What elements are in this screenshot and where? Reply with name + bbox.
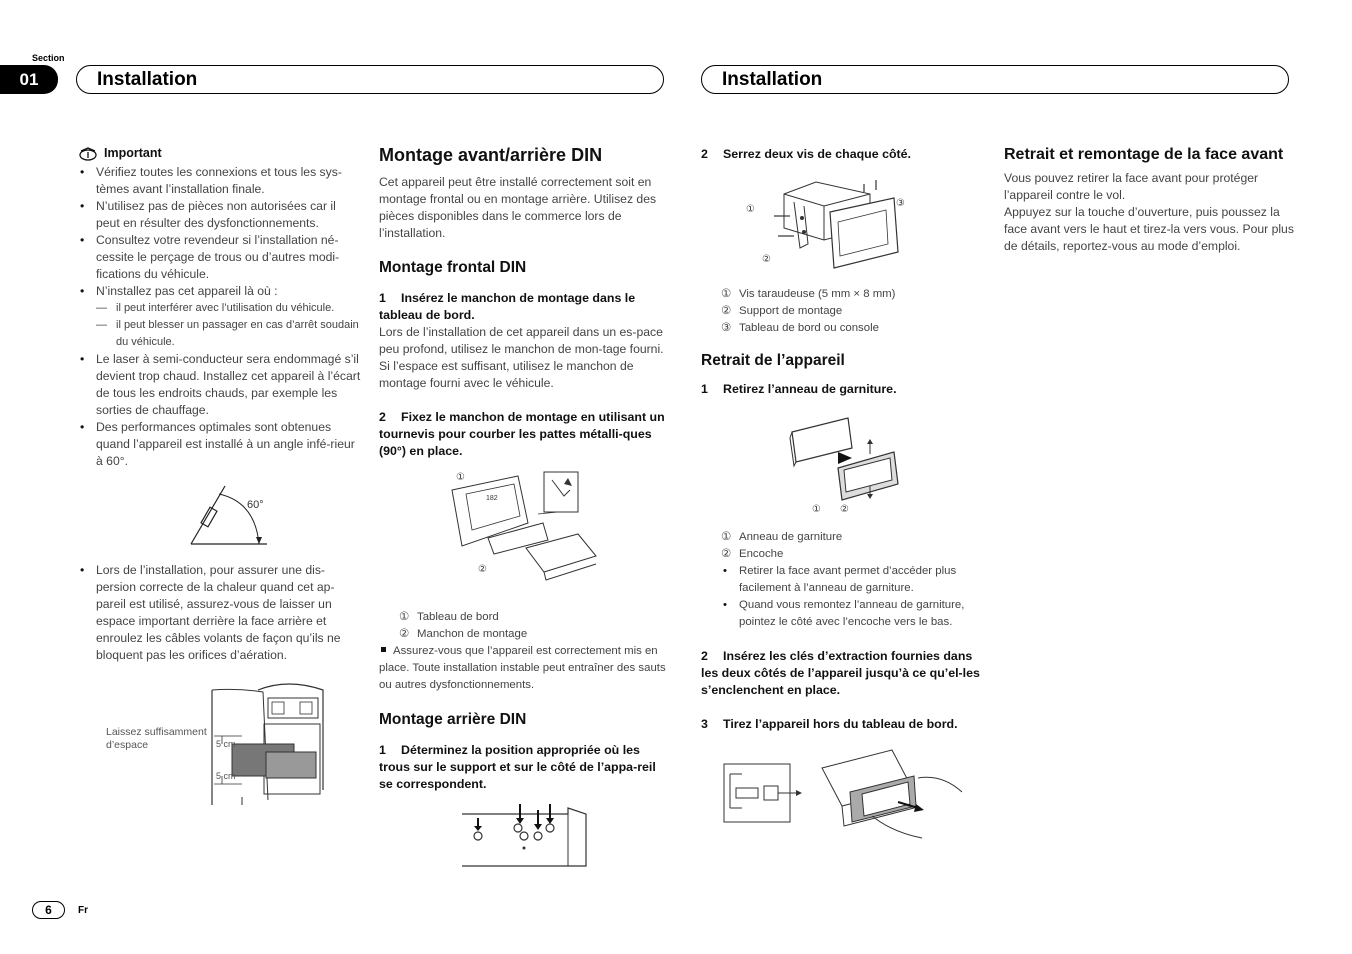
step-number: 2 — [701, 649, 708, 663]
dim-bottom: 5 cm — [216, 771, 236, 781]
paragraph: Vous pouvez retirer la face avant pour protéger l’appareil contre le vol. — [1004, 171, 1259, 202]
dash-item: — il peut blesser un passager en cas d’arrêt soudain du véhicule. — [96, 317, 362, 351]
callout-text: Tableau de bord ou console — [739, 322, 879, 334]
step-2 — [379, 409, 667, 460]
list-item: • Quand vous remontez l’anneau de garniture, pointez le côté avec l’encoche vers le bas. — [721, 597, 989, 631]
callout-line — [701, 546, 989, 563]
important-heading — [78, 145, 362, 162]
callout-line — [379, 626, 667, 643]
list-item: • Consultez votre revendeur si l’installation né-cessite le perçage de trous ou d’autres modi-fications du véhicule. — [78, 232, 362, 283]
callout-number: ① — [721, 288, 732, 300]
callout-number: ② — [399, 628, 410, 640]
step-text: Tirez l’appareil hors du tableau de bord. — [723, 717, 958, 731]
space-label-line-2: d’espace — [106, 739, 149, 751]
trim-ring-diagram — [786, 412, 906, 516]
removal-step-1 — [701, 381, 989, 398]
dashboard-space-diagram — [208, 680, 328, 805]
paragraph: Appuyez sur la touche d’ouverture, puis poussez la face avant vers le haut et tirez-la vers vous. Pour plus de détails, reportez-vous au mode d’emploi. — [1004, 205, 1294, 253]
callout-text: Tableau de bord — [417, 611, 499, 623]
callout-text: Support de montage — [739, 305, 843, 317]
step-text: Déterminez la position appropriée où les trous sur le support et sur le côté de l’appa-reil se correspondent. — [379, 743, 656, 791]
screw-step — [701, 146, 989, 163]
language-label: Fr — [78, 905, 88, 916]
extraction-diagram — [722, 748, 972, 844]
space-label — [106, 726, 207, 752]
important-label: Important — [104, 146, 162, 160]
callout-text: Encoche — [739, 548, 784, 560]
step-number: 1 — [701, 382, 708, 396]
mounting-sleeve-diagram — [448, 468, 598, 583]
callout-number: ② — [721, 305, 732, 317]
step-text: Retirez l’anneau de garniture. — [723, 382, 897, 396]
callout-2: ② — [762, 254, 771, 265]
angle-diagram — [185, 482, 275, 548]
page-title-right: Installation — [701, 65, 1289, 94]
callout-2: ② — [478, 564, 487, 575]
page-number: 6 — [32, 901, 65, 919]
callout-1: ① — [746, 204, 755, 215]
step-number: 3 — [701, 717, 708, 731]
list-item: • Le laser à semi-conducteur sera endommagé s’il devient trop chaud. Installez cet appareil à l’écart de tous les endroits chauds, par exemple les sorties de chauffage. — [78, 351, 362, 419]
column-3-cont-2 — [701, 529, 989, 733]
section-label: Section — [32, 53, 65, 63]
list-item: • N’utilisez pas de pièces non autorisées car il peut en résulter des dysfonctionnements. — [78, 198, 362, 232]
step-number: 2 — [701, 147, 708, 161]
note-square-icon — [381, 647, 386, 652]
column-2-cont — [379, 609, 667, 793]
callout-line — [379, 609, 667, 626]
list-item: • Des performances optimales sont obtenues quand l’appareil est installé à un angle infé-rieur à 60°. — [78, 419, 362, 470]
list-item: • N’installez pas cet appareil là où : — [78, 283, 362, 300]
callout-number: ② — [721, 548, 732, 560]
step-number: 1 — [379, 291, 386, 305]
callout-line — [701, 303, 989, 320]
dash-item: — il peut interférer avec l’utilisation du véhicule. — [96, 300, 362, 317]
column-1-cont — [78, 562, 362, 664]
subsection-title-removal: Retrait de l’appareil — [701, 352, 845, 369]
callout-line — [701, 320, 989, 337]
callout-text: Anneau de garniture — [739, 531, 843, 543]
callout-1: ① — [812, 504, 821, 515]
subsection-title-rear: Montage arrière DIN — [379, 711, 527, 728]
callout-line — [701, 529, 989, 546]
list-item: • Vérifiez toutes les connexions et tous les sys-tèmes avant l’installation finale. — [78, 164, 362, 198]
section-number-badge: 01 — [0, 65, 58, 94]
step-text: Insérez les clés d’extraction fournies dans les deux côtés de l’appareil jusqu’à ce qu’el-les s’enclenchent en place. — [701, 649, 980, 697]
section-title-din: Montage avant/arrière DIN — [379, 145, 603, 165]
column-3 — [701, 146, 989, 163]
column-4 — [1004, 144, 1294, 255]
subsection-title-frontal: Montage frontal DIN — [379, 259, 527, 276]
list-item: • Lors de l’installation, pour assurer une dis-persion correcte de la chaleur quand cet ap-pareil est utilisé, assurez-vous de laisser un espace important derrière la face arrière et enroulez les câbles volants de façon qu’ils ne bloquent pas les orifices d’aération. — [78, 562, 362, 664]
callout-number: ③ — [721, 322, 732, 334]
important-icon — [78, 147, 100, 161]
callout-3: ③ — [896, 198, 905, 209]
callout-number: ① — [721, 531, 732, 543]
step-number: 2 — [379, 410, 386, 424]
list-item: • Retirer la face avant permet d’accéder plus facilement à l’anneau de garniture. — [721, 563, 989, 597]
rear-step-1 — [379, 742, 667, 793]
page-title-left: Installation — [76, 65, 664, 94]
removal-step-2 — [701, 648, 989, 699]
step-text: Insérez le manchon de montage dans le tableau de bord. — [379, 291, 636, 322]
step-text: Serrez deux vis de chaque côté. — [723, 147, 912, 161]
callout-1: ① — [456, 472, 465, 483]
angle-label: 60° — [247, 499, 264, 511]
callout-line — [701, 286, 989, 303]
intro-paragraph: Cet appareil peut être installé correctement soit en montage frontal ou en montage arrière. Utilisez des pièces disponibles dans le commerce lors de l’installation. — [379, 175, 657, 240]
callout-2: ② — [840, 504, 849, 515]
note-text: Assurez-vous que l’appareil est correctement mis en place. Toute installation instable peut entraîner des sauts ou autres dysfonctionnements. — [379, 645, 666, 691]
screw-bracket-diagram — [744, 172, 914, 272]
column-2 — [379, 144, 667, 460]
step-number: 1 — [379, 743, 386, 757]
subsection-title-face: Retrait et remontage de la face avant — [1004, 146, 1284, 163]
step-1 — [379, 290, 667, 324]
column-1 — [78, 145, 362, 470]
removal-step-3 — [701, 716, 989, 733]
note-paragraph — [379, 643, 667, 694]
callout-text: Manchon de montage — [417, 628, 528, 640]
space-label-line-1: Laissez suffisamment — [106, 726, 207, 738]
sleeve-label: 182 — [486, 495, 498, 502]
callout-text: Vis taraudeuse (5 mm × 8 mm) — [739, 288, 896, 300]
step-text: Fixez le manchon de montage en utilisant un tournevis pour courber les pattes métalli-ques (90°) en place. — [379, 410, 665, 458]
callout-number: ① — [399, 611, 410, 623]
step-1-body: Lors de l’installation de cet appareil dans un es-pace peu profond, utilisez le manchon de mon-tage fourni. Si l’espace est suffisant, utilisez le manchon de montage fourni avec le véhicule. — [379, 325, 664, 390]
rear-bracket-diagram — [460, 800, 590, 868]
dim-top: 5 cm — [216, 739, 236, 749]
column-3-cont — [701, 286, 989, 398]
